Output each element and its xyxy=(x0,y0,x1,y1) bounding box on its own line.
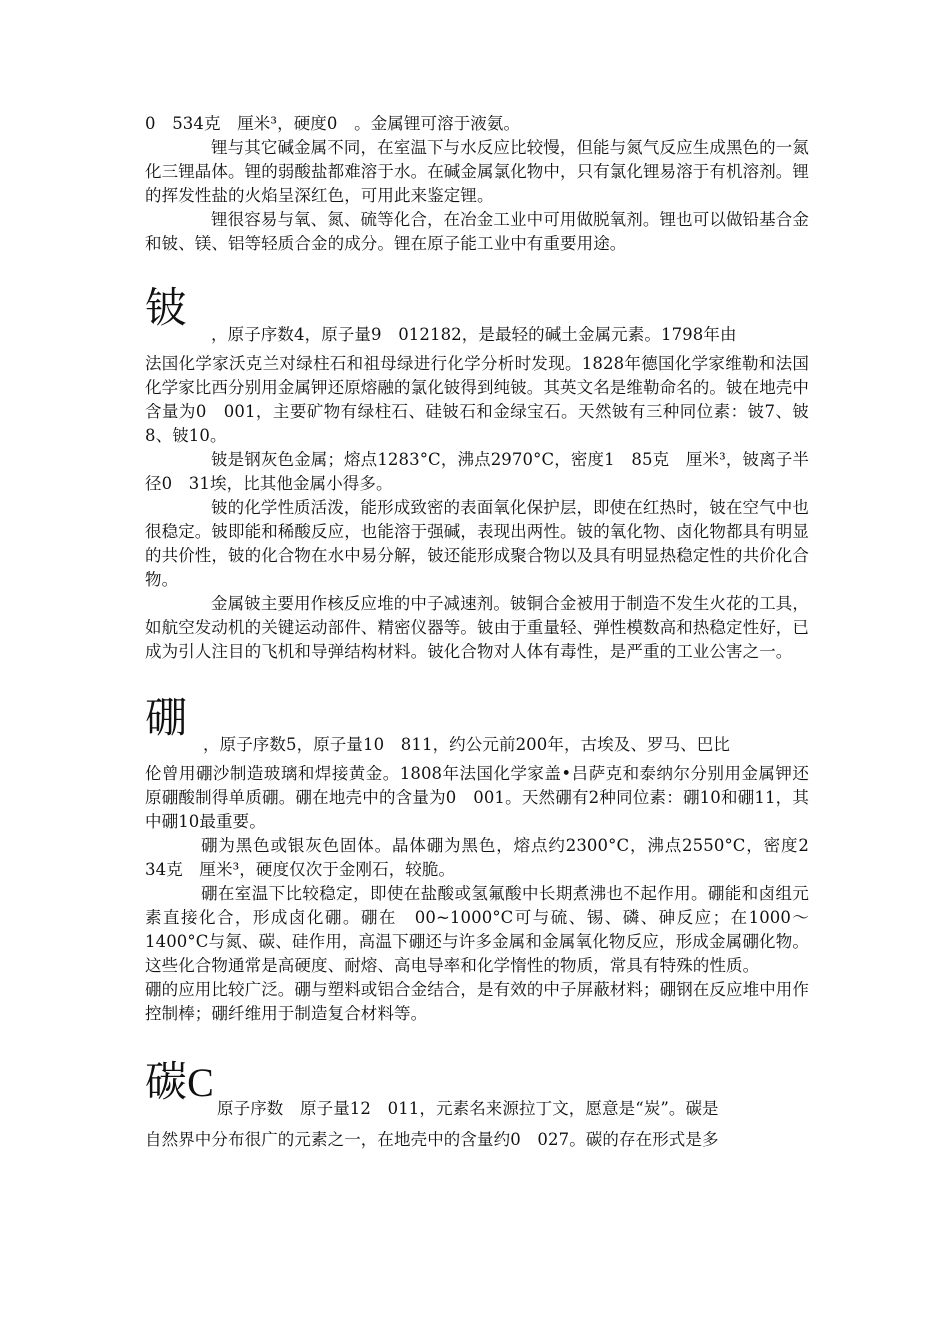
beryllium-lead-text: ，原子序数4，原子量9 012182，是最轻的碱土金属元素。1798年由 xyxy=(211,325,737,344)
section-boron xyxy=(145,693,826,1026)
boron-heading: 硼 xyxy=(145,693,188,742)
section-lithium xyxy=(145,112,809,256)
lithium-paragraph-1: 锂与其它碱金属不同，在室温下与水反应比较慢，但能与氮气反应生成黑色的一氮化三锂晶体。锂的弱酸盐都难溶于水。在碱金属氯化物中，只有氯化锂易溶于有机溶剂。锂的挥发性盐的火焰呈深红色，可用此来鉴定锂。 xyxy=(145,138,809,205)
beryllium-lead xyxy=(145,320,809,350)
boron-lead-text: ，原子序数5，原子量10 811，约公元前200年，古埃及、罗马、巴比 xyxy=(203,735,730,754)
beryllium-paragraph-2: 铍是钢灰色金属；熔点1283°C，沸点2970°C，密度1 85克 厘米³，铍离子半径0 31埃，比其他金属小得多。 xyxy=(145,450,809,493)
carbon-paragraph-1: 自然界中分布很广的元素之一，在地壳中的含量约0 027。碳的存在形式是多 xyxy=(145,1130,719,1149)
beryllium-paragraph-4: 金属铍主要用作核反应堆的中子减速剂。铍铜合金被用于制造不发生火花的工具，如航空发动机的关键运动部件、精密仪器等。铍由于重量轻、弹性模数高和热稳定性好，已成为引人注目的飞机和导弹结构材料。铍化合物对人体有毒性，是严重的工业公害之一。 xyxy=(145,594,809,661)
carbon-lead xyxy=(145,1094,809,1124)
boron-paragraph-1: 伦曾用硼沙制造玻璃和焊接黄金。1808年法国化学家盖•吕萨克和泰纳尔分别用金属钾还原硼酸制得单质硼。硼在地壳中的含量为0 001。天然硼有2种同位素：硼10和硼11，其中硼10最重要。 xyxy=(145,764,809,831)
carbon-heading-symbol: C xyxy=(187,1060,214,1105)
section-beryllium xyxy=(145,283,809,664)
lithium-paragraph-0: 0 534克 厘米³，硬度0 。金属锂可溶于液氨。 xyxy=(145,114,521,133)
boron-paragraph-4: 硼的应用比较广泛。硼与塑料或铝合金结合，是有效的中子屏蔽材料；硼钢在反应堆中用作控制棒；硼纤维用于制造复合材料等。 xyxy=(145,980,809,1023)
beryllium-paragraph-3: 铍的化学性质活泼，能形成致密的表面氧化保护层，即使在红热时，铍在空气中也很稳定。铍即能和稀酸反应，也能溶于强碱，表现出两性。铍的氧化物、卤化物都具有明显的共价性，铍的化合物在水中易分解，铍还能形成聚合物以及具有明显热稳定性的共价化合物。 xyxy=(145,498,809,589)
carbon-heading-char: 碳 xyxy=(145,1057,188,1106)
boron-lead xyxy=(145,730,809,760)
beryllium-heading: 铍 xyxy=(145,283,188,332)
boron-paragraph-3: 硼在室温下比较稳定，即使在盐酸或氢氟酸中长期煮沸也不起作用。硼能和卤组元素直接化合，形成卤化硼。硼在 00~1000°C可与硫、锡、磷、砷反应；在1000～1400°C与氮、碳、硅作用，高温下硼还与许多金属和金属氧化物反应，形成金属硼化物。这些化合物通常是高硬度、耐熔、高电导率和化学惰性的物质，常具有特殊的性质。 xyxy=(145,884,809,975)
section-carbon xyxy=(145,1057,809,1152)
carbon-lead-text: 原子序数 原子量12 011，元素名来源拉丁文，愿意是“炭”。碳是 xyxy=(217,1099,719,1118)
boron-paragraph-2: 硼为黑色或银灰色固体。晶体硼为黑色，熔点约2300°C，沸点2550°C，密度2 34克 厘米³，硬度仅次于金刚石，较脆。 xyxy=(145,836,826,879)
document-page xyxy=(145,112,826,1152)
beryllium-paragraph-1: 法国化学家沃克兰对绿柱石和祖母绿进行化学分析时发现。1828年德国化学家维勒和法国化学家比西分别用金属钾还原熔融的氯化铍得到纯铍。其英文名是维勒命名的。铍在地壳中含量为0 001，主要矿物有绿柱石、硅铍石和金绿宝石。天然铍有三种同位素：铍7、铍8、铍10。 xyxy=(145,354,809,445)
lithium-paragraph-2: 锂很容易与氧、氮、硫等化合，在冶金工业中可用做脱氧剂。锂也可以做铅基合金和铍、镁、铝等轻质合金的成分。锂在原子能工业中有重要用途。 xyxy=(145,210,809,253)
